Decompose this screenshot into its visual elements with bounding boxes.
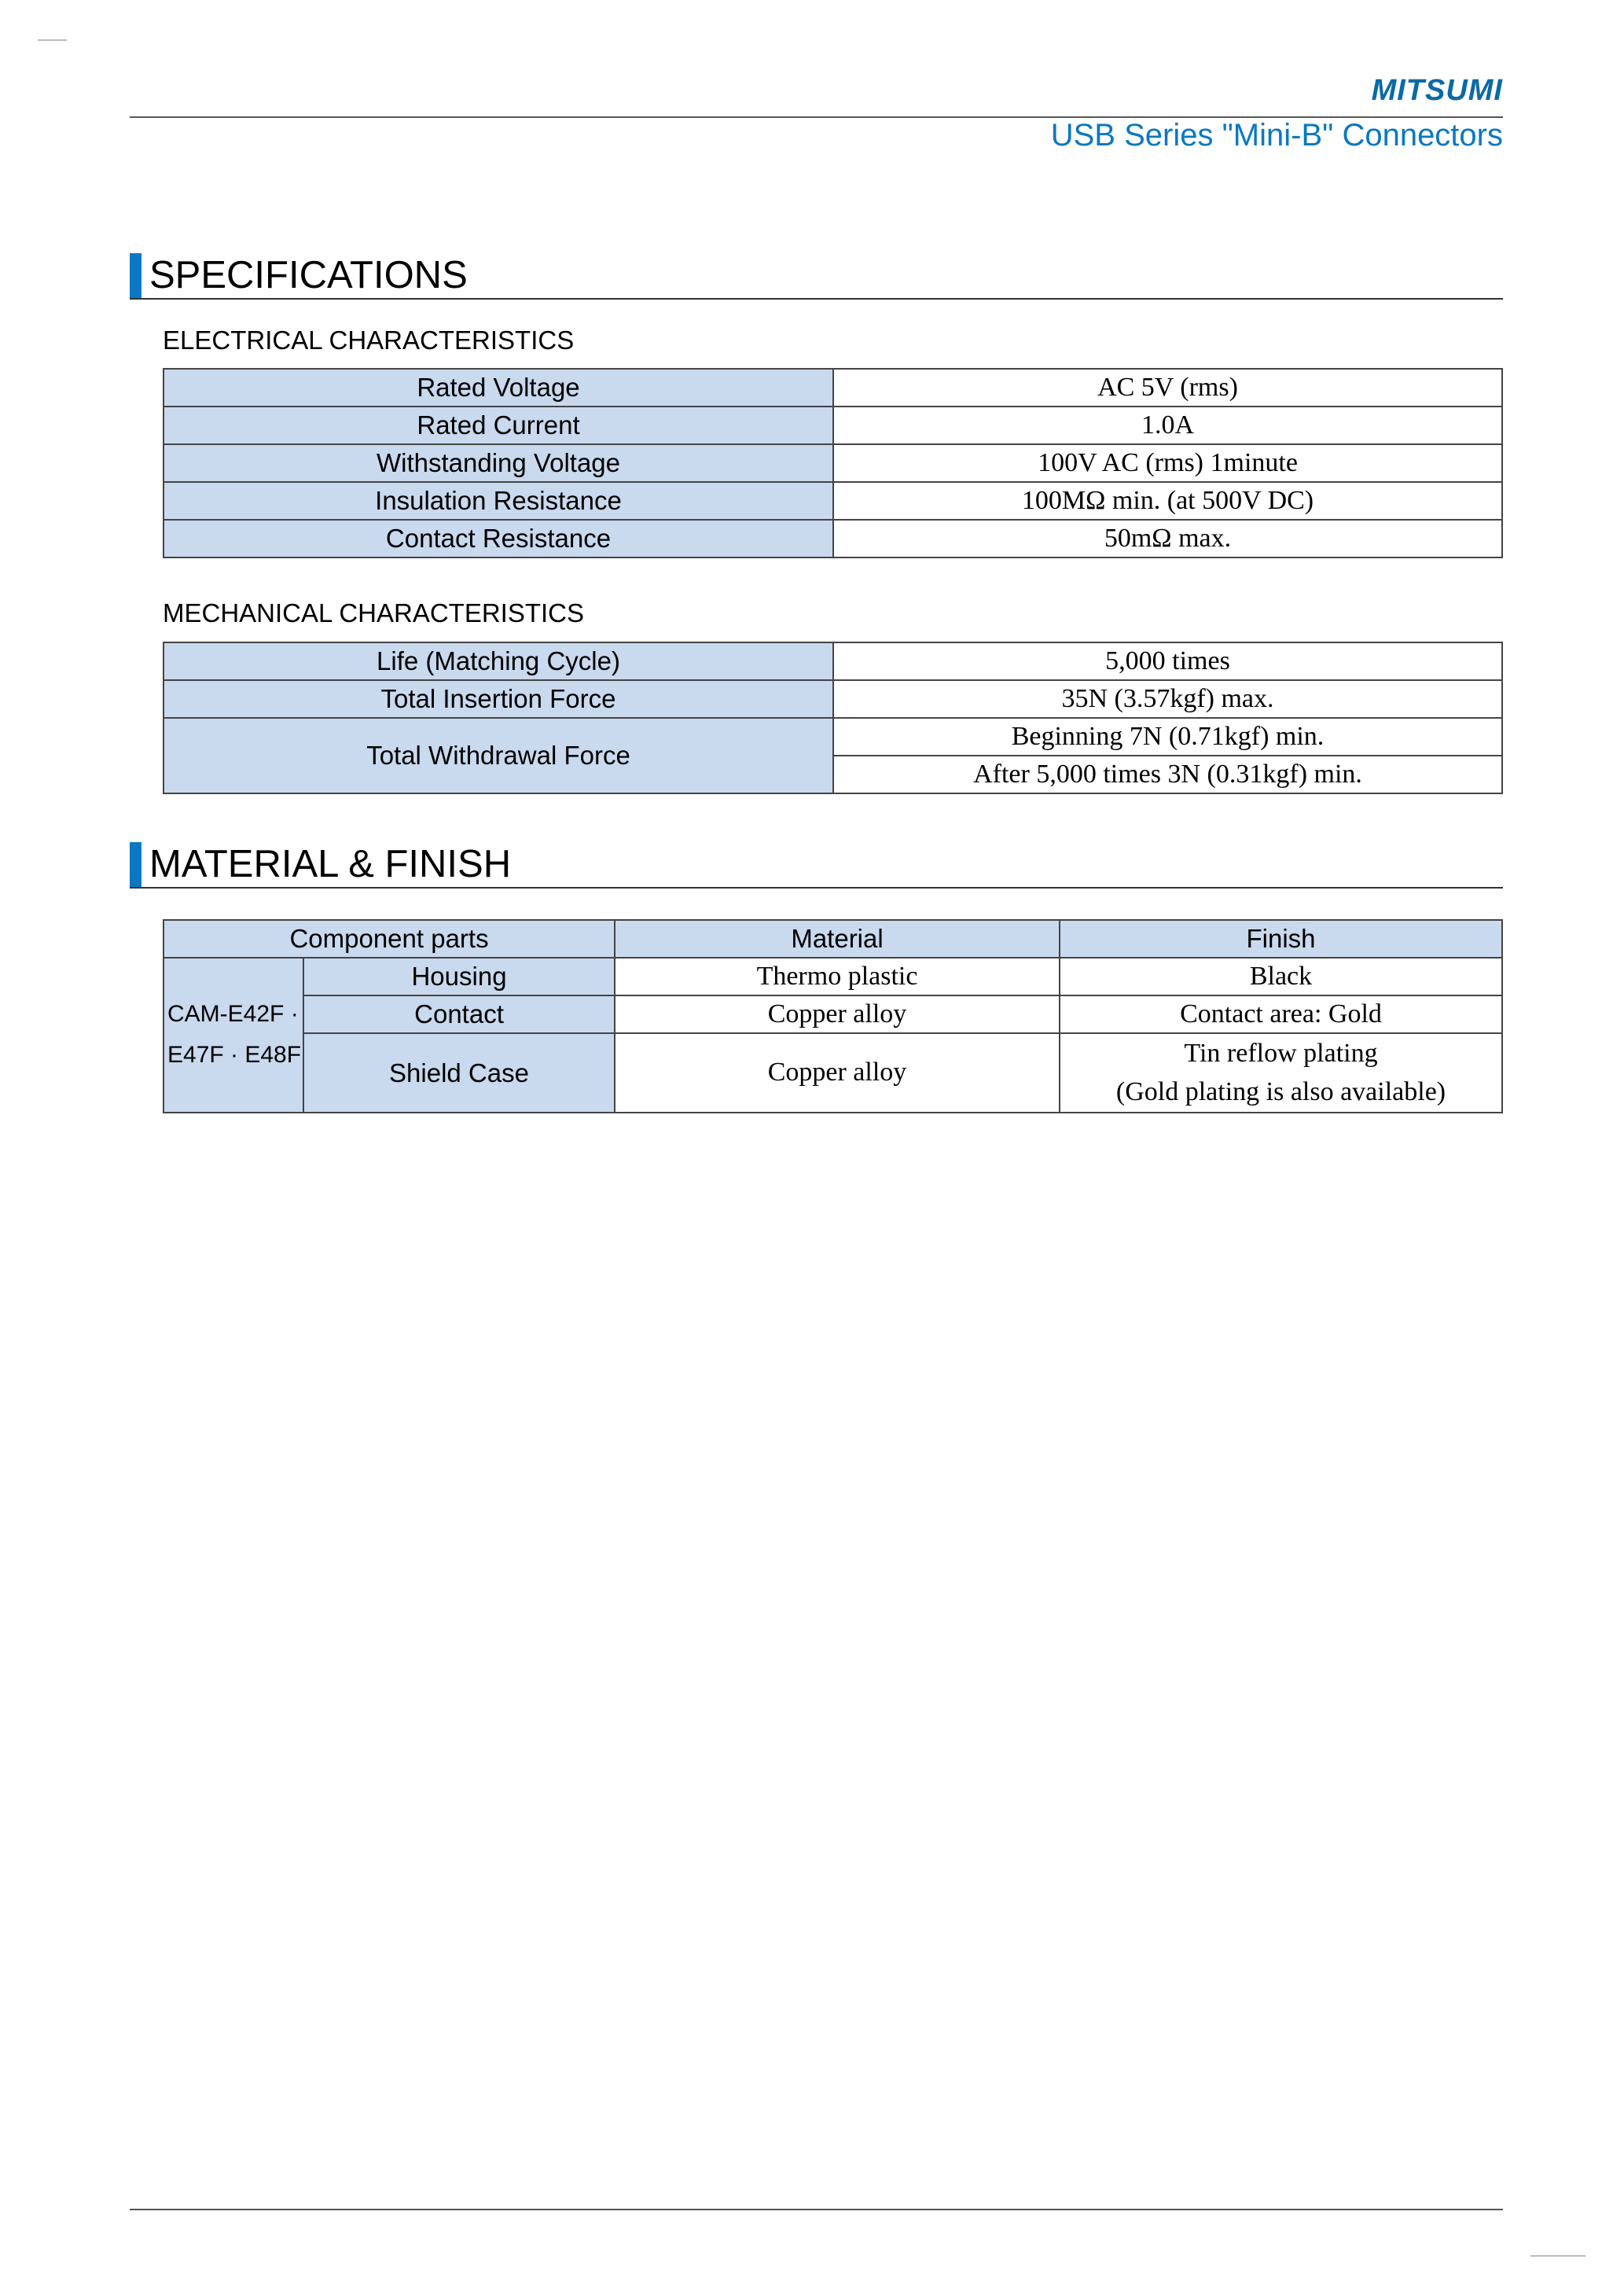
spec-label: Contact Resistance xyxy=(164,520,833,557)
model-line: CAM-E42F · xyxy=(167,1000,299,1027)
header-finish: Finish xyxy=(1060,920,1502,958)
spec-label: Withstanding Voltage xyxy=(164,444,833,482)
spec-value: 1.0A xyxy=(833,407,1502,444)
table-row xyxy=(164,1033,1502,1113)
spec-value: After 5,000 times 3N (0.31kgf) min. xyxy=(833,756,1502,793)
table-row xyxy=(164,642,1502,680)
spec-label: Total Withdrawal Force xyxy=(164,718,833,793)
finish-value: Black xyxy=(1060,958,1502,995)
table-row xyxy=(164,680,1502,718)
spec-value: AC 5V (rms) xyxy=(833,369,1502,407)
section-marker xyxy=(130,253,141,299)
finish-line: Tin reflow plating xyxy=(1184,1039,1378,1068)
table-row xyxy=(164,995,1502,1033)
tiny-header-mark xyxy=(38,39,67,41)
model-line: E47F · E48F xyxy=(167,1042,302,1069)
model-number xyxy=(164,958,303,1113)
spec-value: Beginning 7N (0.71kgf) min. xyxy=(833,718,1502,756)
table-header-row xyxy=(164,920,1502,958)
header-component-parts: Component parts xyxy=(164,920,615,958)
table-row xyxy=(164,407,1502,444)
document-subtitle: USB Series "Mini-B" Connectors xyxy=(1050,118,1503,153)
spec-value: 50mΩ max. xyxy=(833,520,1502,557)
material-value: Copper alloy xyxy=(615,1033,1060,1113)
spec-value: 100MΩ min. (at 500V DC) xyxy=(833,482,1502,520)
spec-value: 100V AC (rms) 1minute xyxy=(833,444,1502,482)
electrical-table xyxy=(163,368,1503,558)
section-rule xyxy=(130,887,1503,889)
mechanical-title: MECHANICAL CHARACTERISTICS xyxy=(163,598,585,627)
section-rule xyxy=(130,298,1503,300)
footer-rule xyxy=(130,2209,1503,2210)
material-value: Thermo plastic xyxy=(615,958,1060,995)
brand-logo: MITSUMI xyxy=(1371,74,1503,107)
section-title-material: MATERIAL & FINISH xyxy=(149,843,512,885)
finish-value xyxy=(1060,1033,1502,1113)
material-value: Copper alloy xyxy=(615,995,1060,1033)
table-row xyxy=(164,718,1502,756)
table-row xyxy=(164,444,1502,482)
section-title-specifications: SPECIFICATIONS xyxy=(149,254,468,296)
section-marker xyxy=(130,842,141,888)
spec-label: Life (Matching Cycle) xyxy=(164,642,833,680)
spec-label: Rated Current xyxy=(164,407,833,444)
part-name: Housing xyxy=(303,958,615,995)
table-row xyxy=(164,958,1502,995)
part-name: Shield Case xyxy=(303,1033,615,1113)
tiny-footer-mark xyxy=(1530,2255,1585,2257)
spec-value: 35N (3.57kgf) max. xyxy=(833,680,1502,718)
spec-label: Rated Voltage xyxy=(164,369,833,407)
header-material: Material xyxy=(615,920,1060,958)
table-row xyxy=(164,369,1502,407)
part-name: Contact xyxy=(303,995,615,1033)
material-table xyxy=(163,919,1503,1113)
spec-label: Insulation Resistance xyxy=(164,482,833,520)
table-row xyxy=(164,482,1502,520)
finish-value: Contact area: Gold xyxy=(1060,995,1502,1033)
spec-value: 5,000 times xyxy=(833,642,1502,680)
mechanical-table xyxy=(163,642,1503,794)
electrical-title: ELECTRICAL CHARACTERISTICS xyxy=(163,326,575,355)
finish-line: (Gold plating is also available) xyxy=(1115,1077,1446,1107)
spec-label: Total Insertion Force xyxy=(164,680,833,718)
table-row xyxy=(164,520,1502,557)
